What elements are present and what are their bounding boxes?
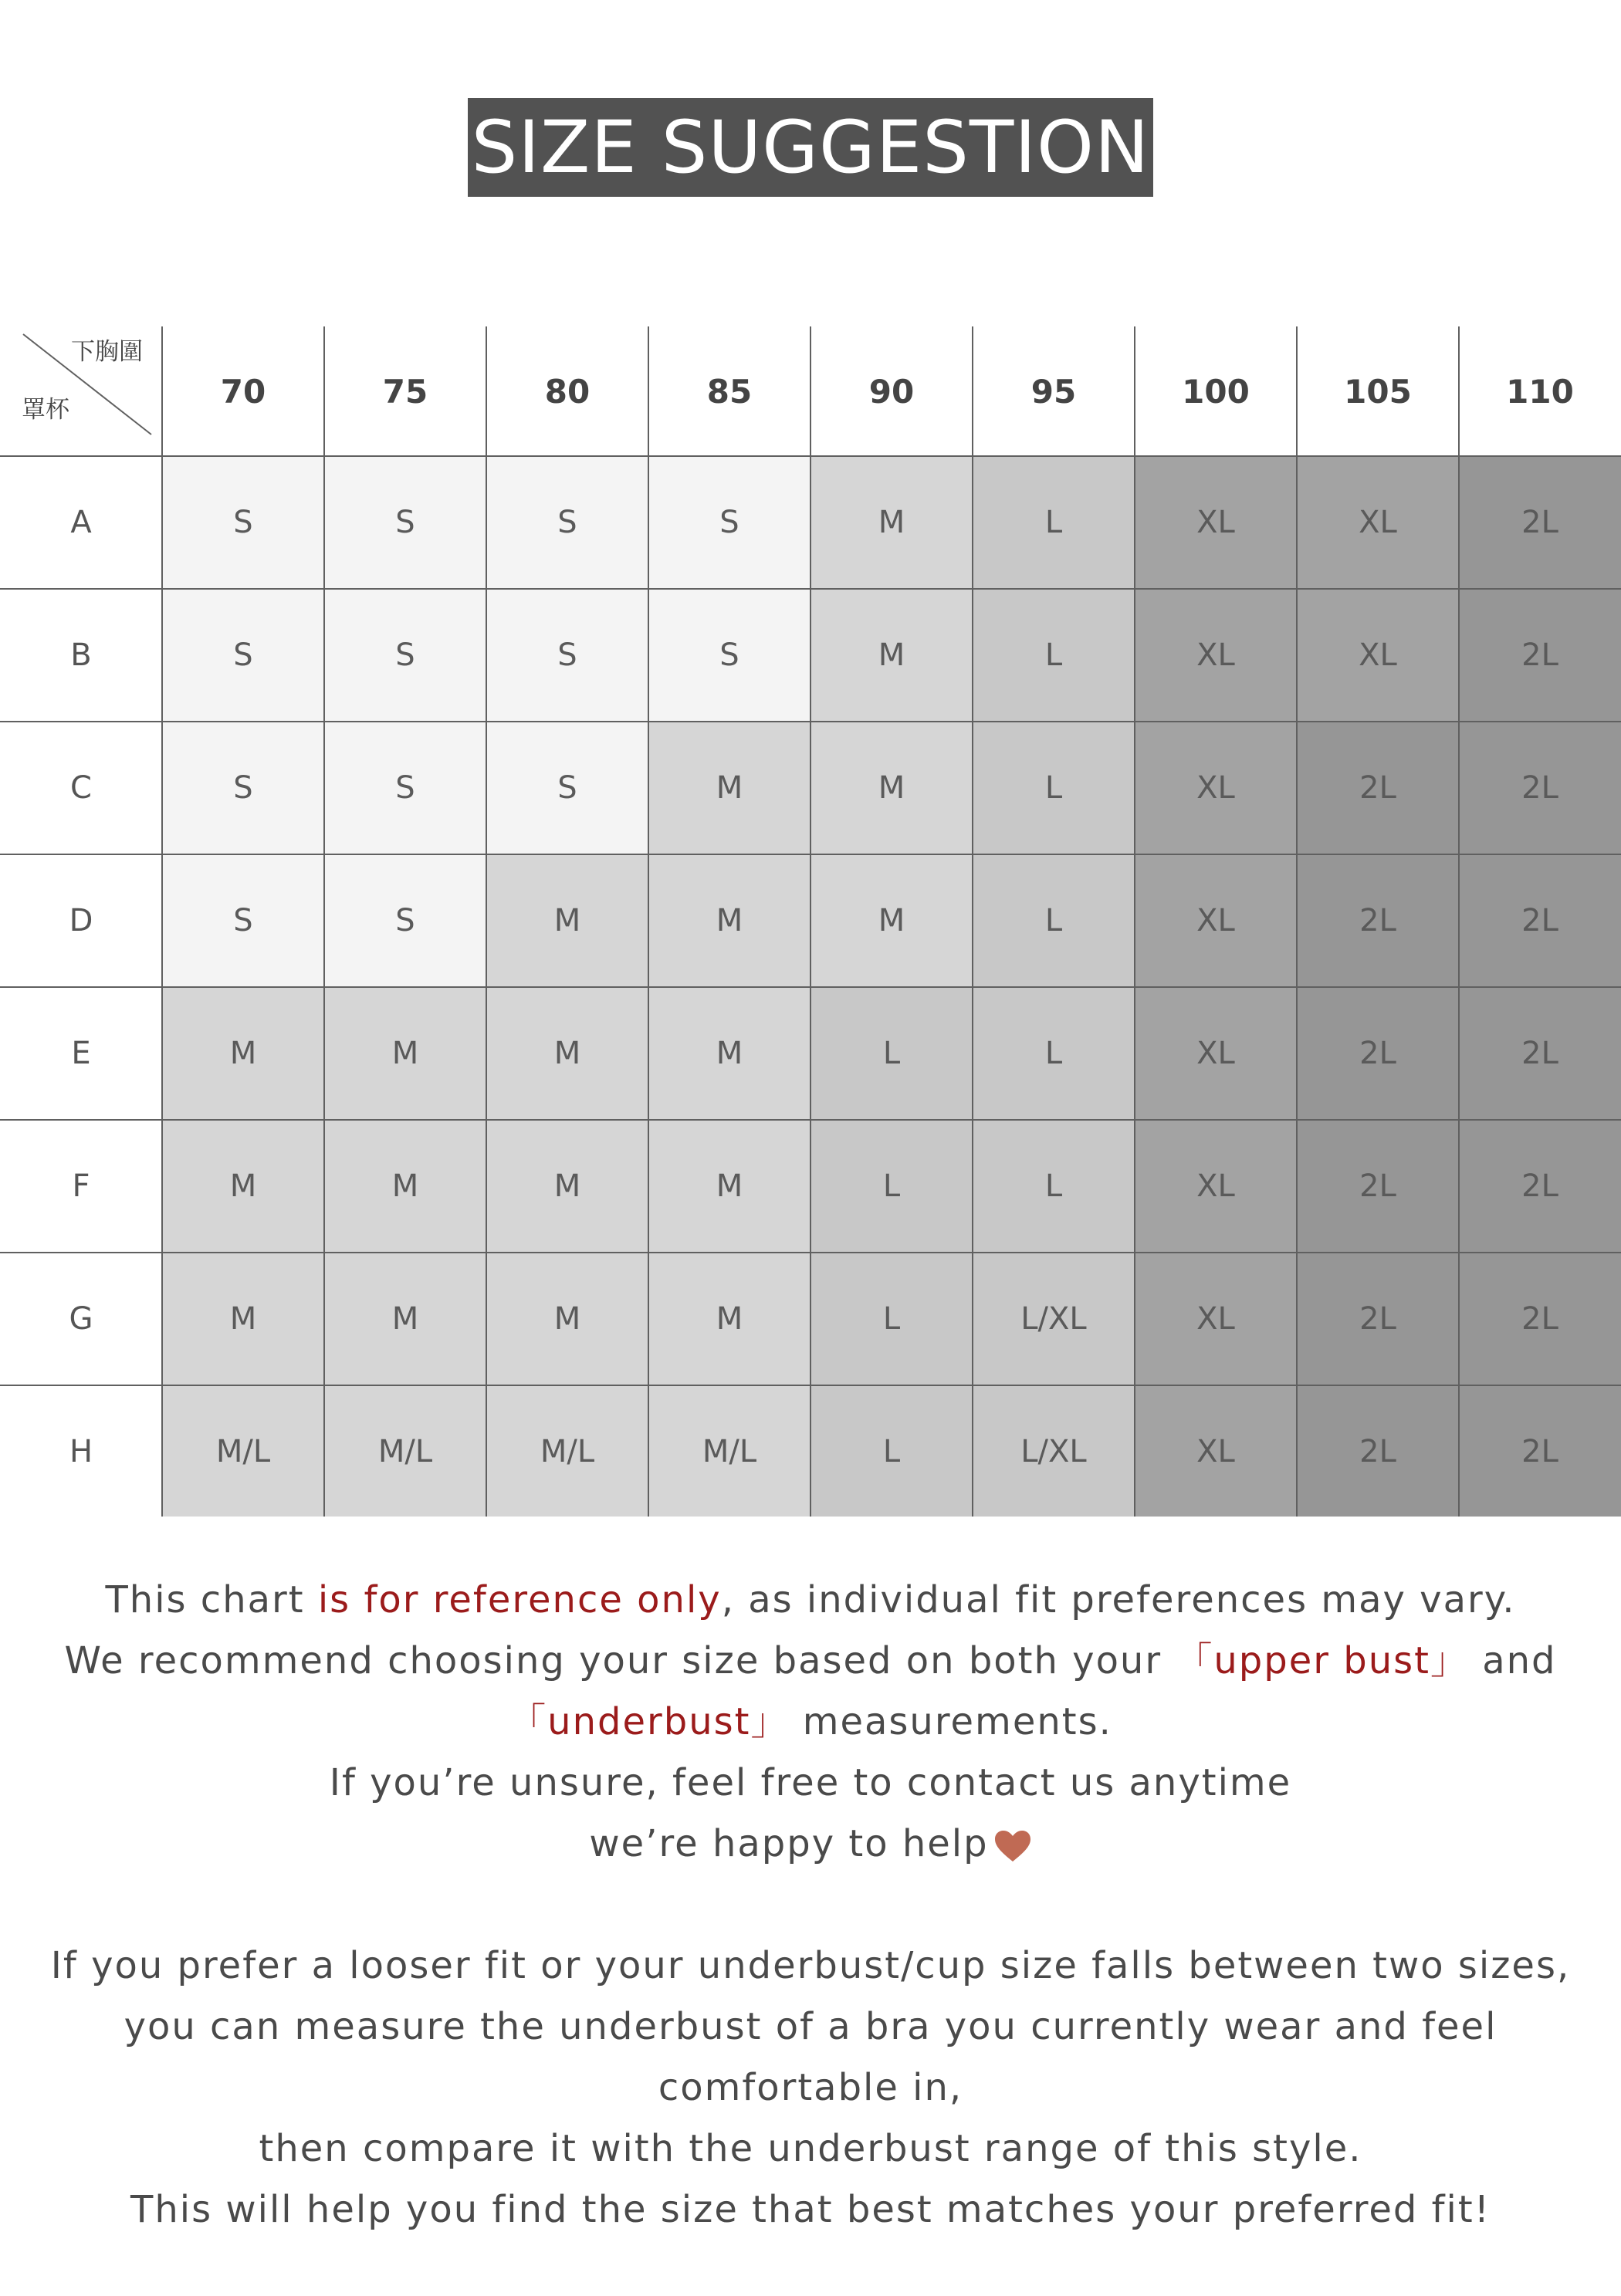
size-cell: S: [557, 637, 577, 673]
size-cell: M: [878, 903, 905, 938]
note-line-3: [0, 1692, 1621, 1753]
row-header-D: D: [69, 903, 93, 938]
size-cell: L: [1044, 903, 1063, 938]
note-text: we’re happy to help: [589, 1822, 989, 1865]
size-cell: XL: [1196, 1036, 1235, 1071]
note-text: We recommend choosing your size based on both your: [64, 1639, 1176, 1682]
row-header-A: A: [70, 505, 92, 540]
note-highlight: 「upper bust」: [1175, 1639, 1469, 1682]
size-cell: S: [395, 903, 415, 938]
size-cell: 2L: [1521, 770, 1558, 806]
note2-line-5: This will help you find the size that best matches your preferred fit!: [130, 2188, 1491, 2231]
size-cell: XL: [1359, 505, 1397, 540]
size-cell: 2L: [1521, 903, 1558, 938]
column-header-105: 105: [1344, 372, 1412, 411]
size-cell: XL: [1196, 637, 1235, 673]
size-cell: L: [1044, 637, 1063, 673]
size-cell: M: [553, 1168, 581, 1204]
row-header-F: F: [72, 1168, 90, 1204]
size-cell: 2L: [1521, 1434, 1558, 1469]
note2-line-4: then compare it with the underbust range of this style.: [259, 2127, 1362, 2170]
size-cell: L: [882, 1434, 901, 1469]
row-header-G: G: [69, 1301, 93, 1337]
note-text: measurements.: [789, 1700, 1112, 1743]
size-cell: S: [719, 505, 739, 540]
size-cell: XL: [1196, 505, 1235, 540]
size-cell: M: [716, 1168, 743, 1204]
size-cell: 2L: [1359, 903, 1396, 938]
column-header-90: 90: [868, 372, 915, 411]
size-cell: M: [229, 1301, 257, 1337]
size-cell: XL: [1359, 637, 1397, 673]
size-cell: 2L: [1359, 1301, 1396, 1337]
size-cell: S: [233, 505, 253, 540]
note-line-1: [0, 1570, 1621, 1631]
size-cell: L/XL: [1020, 1434, 1087, 1469]
size-cell: L: [882, 1168, 901, 1204]
size-cell: 2L: [1521, 1168, 1558, 1204]
size-cell: L: [1044, 505, 1063, 540]
size-cell: S: [395, 637, 415, 673]
note-text: , as individual fit preferences may vary.: [721, 1578, 1516, 1621]
size-cell: M: [391, 1036, 419, 1071]
row-header-C: C: [70, 770, 92, 806]
size-cell: M: [716, 1301, 743, 1337]
size-cell: S: [233, 770, 253, 806]
column-header-70: 70: [220, 372, 266, 411]
note-line-2: [0, 1631, 1621, 1692]
row-header-B: B: [70, 637, 92, 673]
size-cell: S: [557, 505, 577, 540]
size-cell: XL: [1196, 770, 1235, 806]
size-cell: XL: [1196, 903, 1235, 938]
size-cell: L: [882, 1036, 901, 1071]
size-cell: M: [878, 770, 905, 806]
size-cell: L: [1044, 770, 1063, 806]
size-cell: 2L: [1359, 1434, 1396, 1469]
notes-paragraph-2: [0, 1936, 1621, 2240]
size-cell: M: [553, 903, 581, 938]
corner-label-underbust: 下胸圍: [71, 338, 143, 366]
size-cell: S: [395, 505, 415, 540]
size-cell: 2L: [1521, 1301, 1558, 1337]
size-cell: M: [391, 1301, 419, 1337]
size-cell: S: [395, 770, 415, 806]
note2-line-3: comfortable in,: [658, 2066, 963, 2109]
size-cell: XL: [1196, 1168, 1235, 1204]
size-cell: M: [716, 903, 743, 938]
size-cell: M/L: [215, 1434, 271, 1469]
note-line-5: [0, 1814, 1621, 1875]
note-highlight: is for reference only: [317, 1578, 722, 1621]
size-cell: M: [229, 1168, 257, 1204]
size-cell: M: [391, 1168, 419, 1204]
size-cell: L: [882, 1301, 901, 1337]
note-text: This chart: [105, 1578, 318, 1621]
size-cell: S: [719, 637, 739, 673]
size-cell: L/XL: [1020, 1301, 1087, 1337]
size-cell: M/L: [540, 1434, 595, 1469]
size-cell: L: [1044, 1168, 1063, 1204]
size-cell: 2L: [1521, 637, 1558, 673]
heart-icon: [993, 1829, 1032, 1863]
corner-label-cup: 罩杯: [22, 396, 69, 424]
size-cell: L: [1044, 1036, 1063, 1071]
row-header-E: E: [71, 1036, 91, 1071]
size-cell: XL: [1196, 1434, 1235, 1469]
row-header-H: H: [69, 1434, 93, 1469]
column-header-75: 75: [382, 372, 428, 411]
column-header-80: 80: [544, 372, 591, 411]
size-cell: 2L: [1359, 770, 1396, 806]
column-header-95: 95: [1030, 372, 1077, 411]
column-header-110: 110: [1506, 372, 1574, 411]
column-header-100: 100: [1182, 372, 1250, 411]
page-title: SIZE SUGGESTION: [468, 98, 1153, 197]
size-cell: M/L: [377, 1434, 433, 1469]
note2-line-1: If you prefer a looser fit or your underbust/cup size falls between two sizes,: [50, 1944, 1571, 1987]
notes-paragraph-1: [0, 1570, 1621, 1875]
note-text: and: [1468, 1639, 1557, 1682]
size-cell: 2L: [1359, 1168, 1396, 1204]
size-cell: 2L: [1521, 1036, 1558, 1071]
size-cell: M/L: [702, 1434, 757, 1469]
size-cell: M: [716, 770, 743, 806]
note-highlight: 「underbust」: [509, 1700, 790, 1743]
size-cell: M: [878, 637, 905, 673]
size-cell: M: [716, 1036, 743, 1071]
size-cell: S: [233, 903, 253, 938]
size-cell: M: [553, 1036, 581, 1071]
size-cell: 2L: [1521, 505, 1558, 540]
size-cell: S: [233, 637, 253, 673]
note2-line-2: you can measure the underbust of a bra you currently wear and feel: [124, 2005, 1497, 2048]
size-cell: M: [229, 1036, 257, 1071]
size-cell: XL: [1196, 1301, 1235, 1337]
note-line-4: If you’re unsure, feel free to contact us anytime: [329, 1761, 1292, 1804]
size-cell: M: [878, 505, 905, 540]
size-cell: S: [557, 770, 577, 806]
size-cell: 2L: [1359, 1036, 1396, 1071]
column-header-85: 85: [706, 372, 753, 411]
size-cell: M: [553, 1301, 581, 1337]
